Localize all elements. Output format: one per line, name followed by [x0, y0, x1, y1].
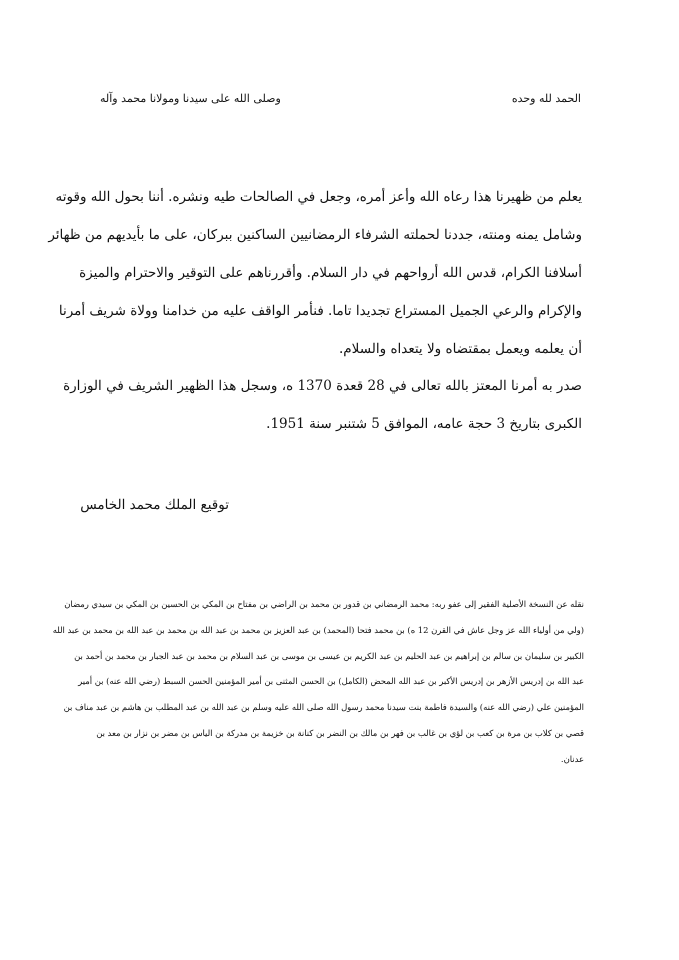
date-line: صدر به أمرنا المعتز بالله تعالى في 28 قعدة 1370 ه، وسجل هذا الظهير الشريف في الوزارة: [63, 378, 582, 394]
note-line: المؤمنين علي (رضي الله عنه) والسيدة فاطمة بنت سيدنا محمد رسول الله صلى الله عليه وسلم بن عبد الله بن عبد المطلب بن هاشم بن عبد مناف بن: [63, 702, 584, 713]
date-paragraph: [63, 367, 582, 443]
lineage-note: [52, 592, 584, 773]
royal-signature: توقيع الملك محمد الخامس: [80, 497, 229, 513]
decree-line: أسلافنا الكرام، قدس الله أرواحهم في دار السلام. وأقررناهم على التوقير والاحترام والميزة: [79, 265, 582, 281]
decree-line: يعلم من ظهيرنا هذا رعاه الله وأعز أمره، وجعل في الصالحات طيه ونشره. أننا بحول الله وقوته: [55, 189, 582, 205]
decree-line: والإكرام والرعي الجميل المستراع تجديدا تاما. فنأمر الواقف عليه من خدامنا وولاة شريف أمرنا: [58, 303, 582, 319]
note-line: الكبير بن سليمان بن سالم بن إبراهيم بن عبد الحليم بن عبد الكريم بن عيسى بن موسى بن عبد السلام بن محمد بن عبد الجبار بن محمد بن أحمد بن: [74, 650, 584, 661]
decree-paragraph: [48, 178, 582, 368]
note-line: نقله عن النسخة الأصلية الفقير إلى عفو ربه: محمد الرمضاني بن قدور بن محمد بن الراضي بن مفتاح بن المكي بن الحسين بن المكي بن سيدي رمضان: [64, 599, 584, 609]
decree-line: أن يعلمه ويعمل بمقتضاه ولا يتعداه والسلام.: [339, 341, 582, 357]
header-blessing: وصلى الله على سيدنا ومولانا محمد وآله: [100, 92, 281, 105]
note-line: عبد الله بن إدريس الأزهر بن إدريس الأكبر بن عبد الله المحض (الكامل) بن الحسن المثنى بن أمير المؤمنين الحسن السبط (رضي الله عنه) بن أمير: [78, 676, 584, 687]
note-line: عدنان.: [560, 753, 584, 764]
note-line: (ولي من أولياء الله عز وجل عاش في القرن 12 ه) بن محمد فتحا (المحمد) بن عبد العزيز بن محمد بن عبد الله بن محمد بن عبد الله بن محمد بن عبد الله: [52, 624, 584, 635]
decree-line: وشامل يمنه ومنته، جددنا لحملته الشرفاء الرمضانيين الساكنين ببركان، على ما بأيديهم من ظهائر: [48, 227, 582, 243]
date-line: الكبرى بتاريخ 3 حجة عامه، الموافق 5 شتنبر سنة 1951.: [266, 416, 582, 432]
header-invocation: الحمد لله وحده: [511, 92, 581, 105]
note-line: قصي بن كلاب بن مرة بن كعب بن لؤي بن غالب بن فهر بن مالك بن النضر بن كنانة بن خزيمة بن مدركة بن الياس بن مضر بن نزار بن معد بن: [96, 727, 584, 738]
